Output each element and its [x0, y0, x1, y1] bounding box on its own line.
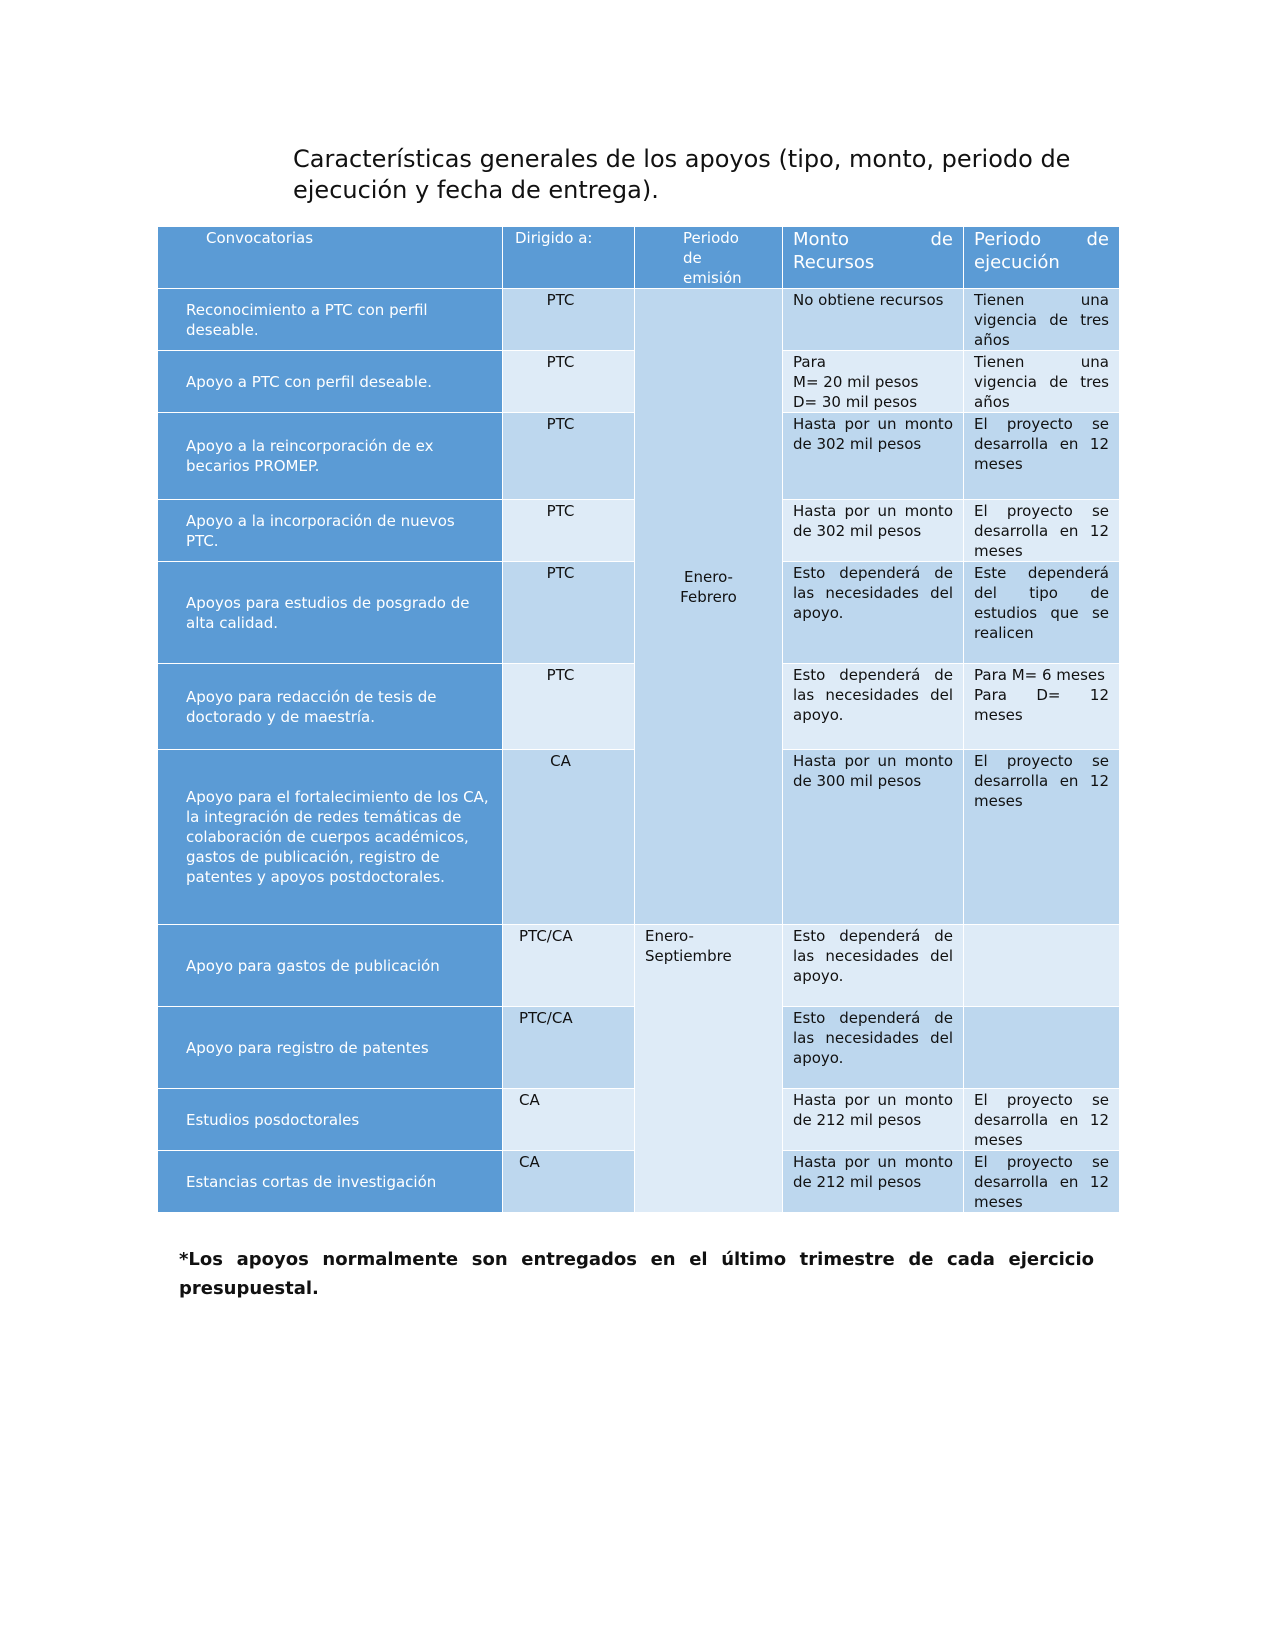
monto-cell: Para M= 20 mil pesos D= 30 mil pesos [783, 351, 964, 413]
dirigido-cell: PTC/CA [503, 1007, 635, 1089]
convocatoria-cell: Apoyo para redacción de tesis de doctorado y de maestría. [158, 664, 503, 750]
convocatoria-cell: Apoyo a la reincorporación de ex becarios PROMEP. [158, 413, 503, 500]
dirigido-cell: CA [503, 750, 635, 925]
convocatoria-cell: Apoyo para registro de patentes [158, 1007, 503, 1089]
periodo-emision-cell: Enero-Septiembre [635, 925, 783, 1213]
table-row [158, 925, 1120, 1007]
monto-cell: Hasta por un monto de 212 mil pesos [783, 1151, 964, 1213]
monto-cell: Hasta por un monto de 212 mil pesos [783, 1089, 964, 1151]
ejecucion-cell [964, 1007, 1120, 1089]
convocatoria-cell: Apoyo a PTC con perfil deseable. [158, 351, 503, 413]
ejecucion-cell: El proyecto se desarrolla en 12 meses [964, 413, 1120, 500]
ejecucion-cell: El proyecto se desarrolla en 12 meses [964, 1151, 1120, 1213]
monto-cell: No obtiene recursos [783, 289, 964, 351]
monto-cell: Hasta por un monto de 302 mil pesos [783, 500, 964, 562]
ejecucion-cell: El proyecto se desarrolla en 12 meses [964, 1089, 1120, 1151]
header-periodo-emision: Periodo de emisión [635, 227, 783, 289]
monto-cell: Esto dependerá de las necesidades del apoyo. [783, 664, 964, 750]
ejecucion-cell: Para M= 6 meses Para D= 12 meses [964, 664, 1120, 750]
monto-cell: Esto dependerá de las necesidades del apoyo. [783, 925, 964, 1007]
ejecucion-cell: El proyecto se desarrolla en 12 meses [964, 500, 1120, 562]
ejecucion-cell: El proyecto se desarrolla en 12 meses [964, 750, 1120, 925]
periodo-emision-cell: Enero-Febrero [635, 289, 783, 925]
header-periodo-ejecucion: Periodo de ejecución [964, 227, 1120, 289]
ejecucion-cell [964, 925, 1120, 1007]
table-row [158, 289, 1120, 351]
dirigido-cell: PTC [503, 289, 635, 351]
dirigido-cell: PTC [503, 664, 635, 750]
monto-cell: Hasta por un monto de 300 mil pesos [783, 750, 964, 925]
dirigido-cell: CA [503, 1089, 635, 1151]
dirigido-cell: CA [503, 1151, 635, 1213]
convocatoria-cell: Estancias cortas de investigación [158, 1151, 503, 1213]
convocatoria-cell: Estudios posdoctorales [158, 1089, 503, 1151]
monto-cell: Esto dependerá de las necesidades del apoyo. [783, 1007, 964, 1089]
ejecucion-cell: Tienen una vigencia de tres años [964, 289, 1120, 351]
apoyos-table [157, 226, 1120, 1213]
ejecucion-cell: Este dependerá del tipo de estudios que se realicen [964, 562, 1120, 664]
monto-cell: Esto dependerá de las necesidades del apoyo. [783, 562, 964, 664]
footnote: *Los apoyos normalmente son entregados en el último trimestre de cada ejercicio presupuestal. [179, 1249, 1094, 1299]
header-monto: Monto de Recursos [783, 227, 964, 289]
dirigido-cell: PTC [503, 500, 635, 562]
page-title: Características generales de los apoyos (tipo, monto, periodo de ejecución y fecha de entrega). [293, 145, 1071, 204]
convocatoria-cell: Apoyo para gastos de publicación [158, 925, 503, 1007]
convocatoria-cell: Apoyo a la incorporación de nuevos PTC. [158, 500, 503, 562]
dirigido-cell: PTC [503, 562, 635, 664]
convocatoria-cell: Apoyos para estudios de posgrado de alta calidad. [158, 562, 503, 664]
dirigido-cell: PTC [503, 351, 635, 413]
table-header-row [158, 227, 1120, 289]
convocatoria-cell: Apoyo para el fortalecimiento de los CA, la integración de redes temáticas de colaboración de cuerpos académicos, gastos de publicación, registro de patentes y apoyos postdoctorales. [158, 750, 503, 925]
dirigido-cell: PTC [503, 413, 635, 500]
monto-cell: Hasta por un monto de 302 mil pesos [783, 413, 964, 500]
header-dirigido: Dirigido a: [503, 227, 635, 289]
ejecucion-cell: Tienen una vigencia de tres años [964, 351, 1120, 413]
dirigido-cell: PTC/CA [503, 925, 635, 1007]
convocatoria-cell: Reconocimiento a PTC con perfil deseable. [158, 289, 503, 351]
header-convocatorias: Convocatorias [158, 227, 503, 289]
